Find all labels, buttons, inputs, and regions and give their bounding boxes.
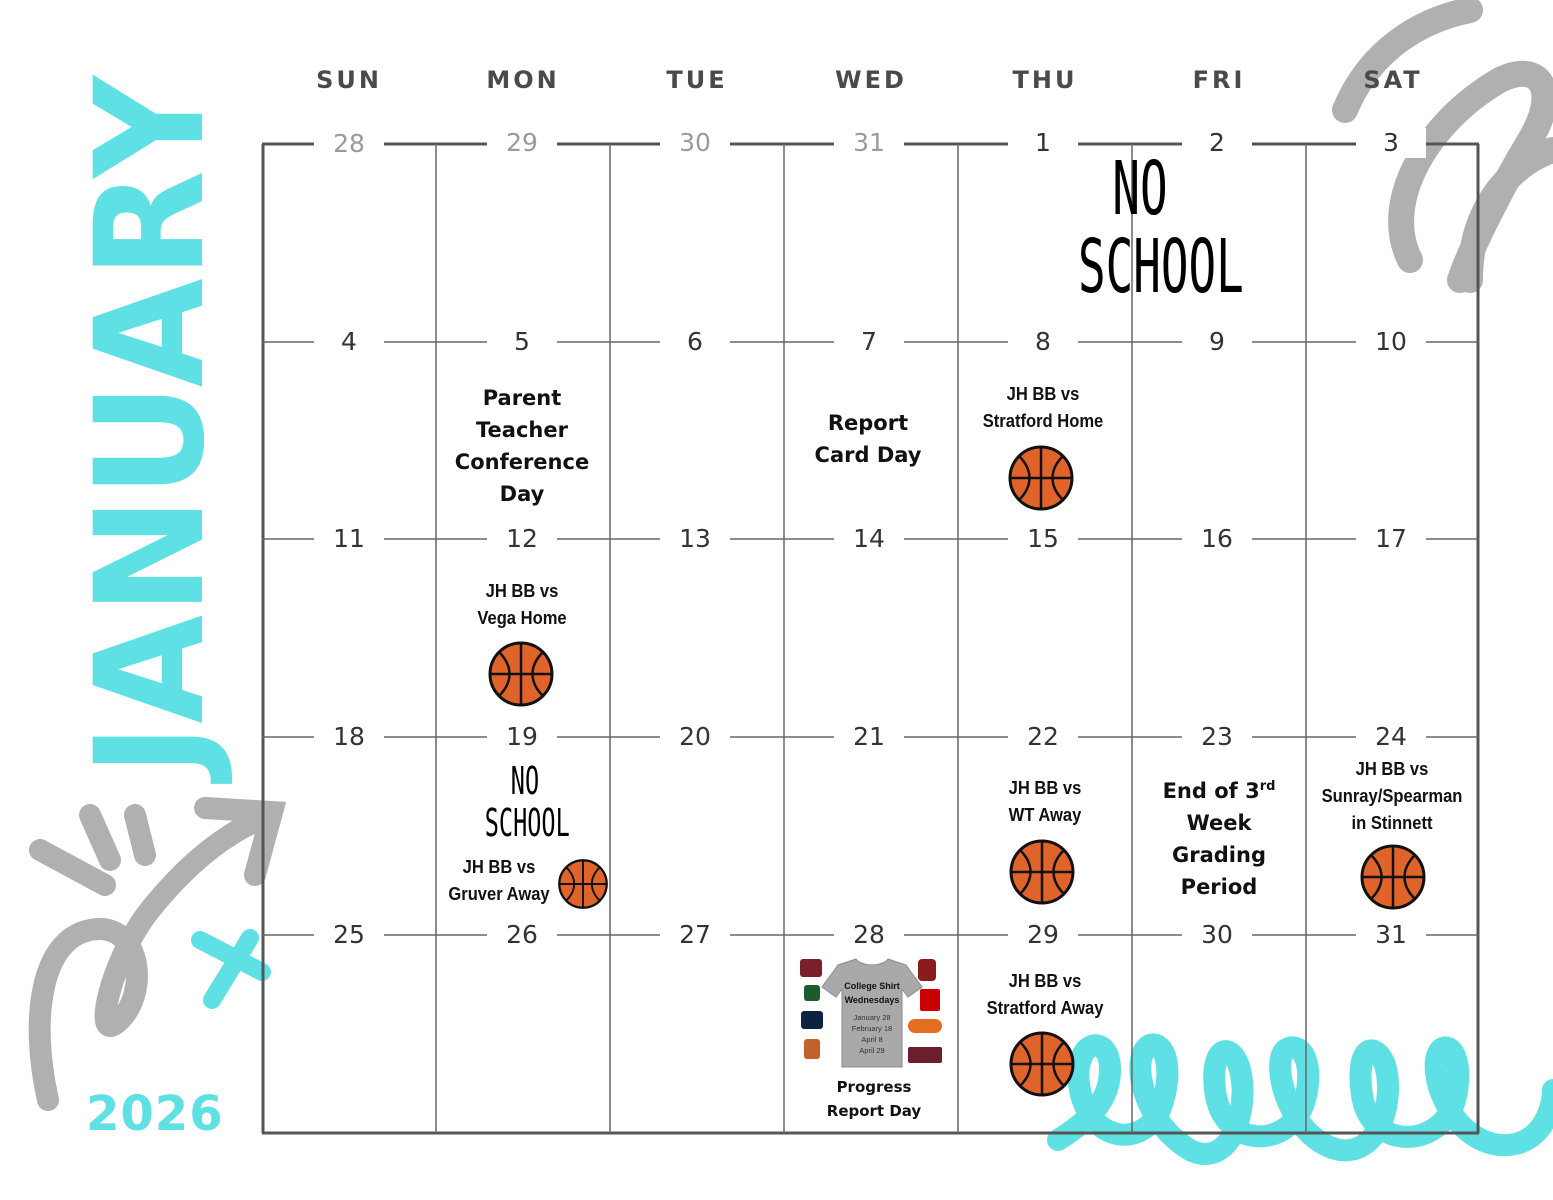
day-number: 28 — [834, 920, 904, 950]
weekday-mon: MON — [486, 66, 560, 94]
weekday-tue: TUE — [666, 66, 728, 94]
shirt-date: February 18 — [851, 1024, 893, 1033]
event-text: Teacher — [476, 418, 568, 442]
event-jan7 — [786, 407, 950, 471]
event-text: Week — [1186, 811, 1252, 835]
day-number: 22 — [1008, 722, 1078, 752]
day-number: 11 — [314, 524, 384, 554]
basketball-icon — [487, 640, 555, 708]
event-text: Parent — [482, 386, 562, 410]
day-number: 29 — [487, 128, 557, 158]
event-text: Report — [827, 411, 909, 435]
event-jan19 — [437, 854, 560, 908]
event-jan5 — [440, 382, 604, 510]
weekday-thu: THU — [1012, 66, 1078, 94]
weekday-fri: FRI — [1192, 66, 1246, 94]
day-number: 2 — [1182, 128, 1252, 158]
day-number: 27 — [660, 920, 730, 950]
year-label: 2026 — [86, 1086, 224, 1142]
day-number: 30 — [1182, 920, 1252, 950]
basketball-icon — [1007, 444, 1075, 512]
event-text: WT Away — [1008, 805, 1082, 825]
shirt-date: April 8 — [861, 1035, 883, 1044]
shirt-date: April 29 — [859, 1046, 885, 1055]
day-number: 30 — [660, 128, 730, 158]
day-number: 8 — [1008, 327, 1078, 357]
college-shirt-image — [798, 953, 946, 1071]
event-text: Vega Home — [477, 608, 567, 628]
day-number: 5 — [487, 327, 557, 357]
day-number: 31 — [834, 128, 904, 158]
day-number: 3 — [1356, 128, 1426, 158]
day-number: 12 — [487, 524, 557, 554]
event-text: JH BB vs — [1006, 384, 1080, 404]
day-number: 16 — [1182, 524, 1252, 554]
event-text: Card Day — [814, 443, 922, 467]
day-number: 29 — [1008, 920, 1078, 950]
no-school-label-small — [484, 759, 570, 845]
month-title-text: JANUARY — [64, 29, 238, 776]
event-text: JH BB vs — [485, 581, 559, 601]
event-text — [1136, 771, 1302, 807]
day-number: 1 — [1008, 128, 1078, 158]
shirt-title2: Wednesdays — [844, 995, 900, 1005]
event-text: Grading — [1172, 843, 1266, 867]
day-number: 19 — [487, 722, 557, 752]
day-number: 9 — [1182, 327, 1252, 357]
no-school-line1: NO — [510, 759, 540, 803]
event-text: Stratford Away — [986, 998, 1104, 1018]
weekday-sat: SAT — [1363, 66, 1423, 94]
event-text: JH BB vs — [1008, 778, 1082, 798]
basketball-icon — [557, 858, 609, 910]
day-number: 13 — [660, 524, 730, 554]
event-jan24 — [1313, 756, 1471, 837]
shirt-title1: College Shirt — [844, 981, 900, 991]
event-text: JH BB vs — [462, 857, 536, 877]
event-text: Stratford Home — [982, 411, 1104, 431]
day-number: 21 — [834, 722, 904, 752]
weekday-sun: SUN — [316, 66, 382, 94]
event-text: JH BB vs — [1355, 759, 1429, 779]
day-number: 26 — [487, 920, 557, 950]
event-jan28 — [788, 1075, 960, 1123]
day-number: 25 — [314, 920, 384, 950]
event-text: Gruver Away — [448, 884, 550, 904]
event-jan23 — [1136, 771, 1302, 903]
day-number: 6 — [660, 327, 730, 357]
no-school-line2: SCHOOL — [484, 801, 570, 845]
event-jan8 — [967, 381, 1120, 435]
event-text: JH BB vs — [1008, 971, 1082, 991]
day-number: 7 — [834, 327, 904, 357]
basketball-icon — [1008, 1030, 1076, 1098]
shirt-date: January 28 — [853, 1013, 891, 1022]
day-number: 20 — [660, 722, 730, 752]
day-number: 23 — [1182, 722, 1252, 752]
event-text: Sunray/Spearman — [1321, 786, 1463, 806]
event-jan29 — [969, 968, 1122, 1022]
basketball-icon — [1008, 838, 1076, 906]
no-school-line1: NO — [1112, 146, 1168, 232]
basketball-icon — [1359, 843, 1427, 911]
event-jan12 — [445, 578, 600, 632]
day-number: 15 — [1008, 524, 1078, 554]
event-text: Progress — [836, 1078, 912, 1096]
day-number: 28 — [314, 129, 384, 159]
day-number: 4 — [314, 327, 384, 357]
day-number: 17 — [1356, 524, 1426, 554]
weekday-wed: WED — [835, 66, 907, 94]
day-number: 14 — [834, 524, 904, 554]
day-number: 24 — [1356, 722, 1426, 752]
no-school-label-large — [1078, 146, 1244, 310]
event-text: in Stinnett — [1351, 813, 1433, 833]
day-number: 31 — [1356, 920, 1426, 950]
event-text: Day — [499, 482, 545, 506]
event-text: Report Day — [826, 1102, 922, 1120]
day-number: 18 — [314, 722, 384, 752]
event-text: Period — [1180, 875, 1258, 899]
event-text-part: End of 3 — [1162, 779, 1260, 803]
event-text: Conference — [454, 450, 590, 474]
superscript: rd — [1259, 779, 1276, 794]
no-school-line2: SCHOOL — [1078, 224, 1244, 310]
event-jan22 — [969, 775, 1122, 829]
day-number: 10 — [1356, 327, 1426, 357]
